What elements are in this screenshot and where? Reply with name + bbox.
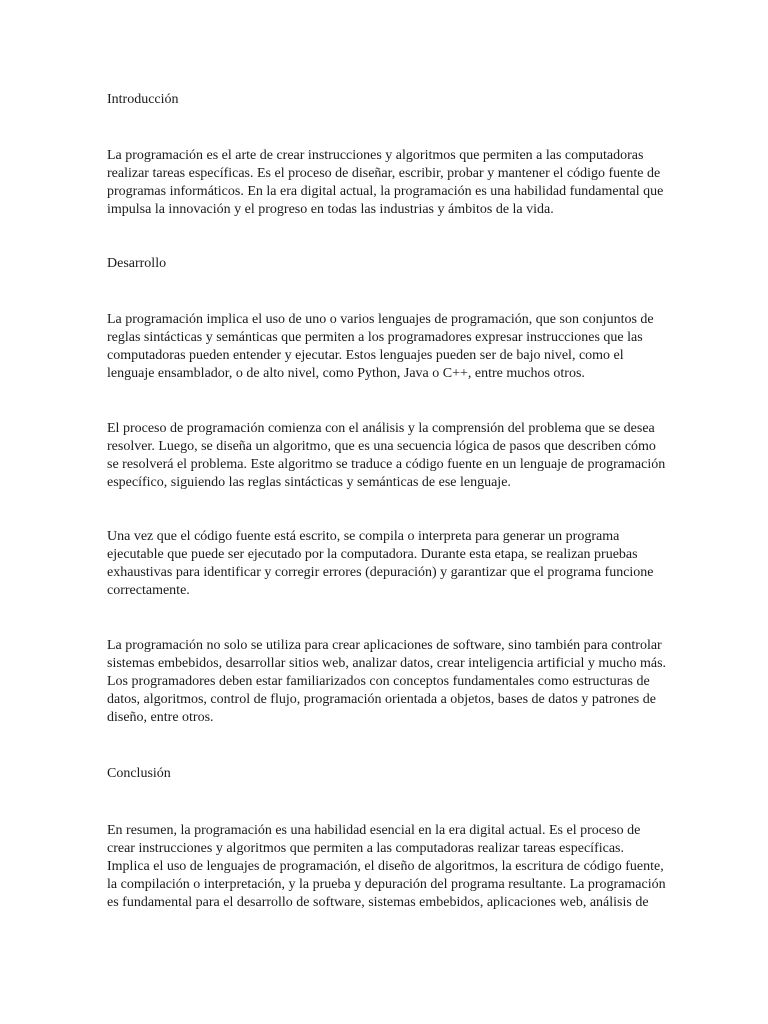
paragraph-desarrollo-1: La programación implica el uso de uno o varios lenguajes de programación, que son conjuntos de reglas sintácticas y semánticas que permiten a los programadores expresar instrucciones que las computadoras pueden entender y ejecutar. Estos lenguajes pueden ser de bajo nivel, como el lenguaje ensamblador, o de alto nivel, como Python, Java o C++, entre muchos otros. [107, 312, 654, 381]
paragraph-introduccion: La programación es el arte de crear instrucciones y algoritmos que permiten a las computadoras realizar tareas específicas. Es el proceso de diseñar, escribir, probar y mantener el código fuente de programas informáticos. En la era digital actual, la programación es una habilidad fundamental que impulsa la innovación y el progreso en todas las industrias y ámbitos de la vida. [107, 148, 664, 217]
paragraph-desarrollo-2: El proceso de programación comienza con el análisis y la comprensión del problema que se desea resolver. Luego, se diseña un algoritmo, que es una secuencia lógica de pasos que describen cómo se resolverá el problema. Este algoritmo se traduce a código fuente en un lenguaje de programación específico, siguiendo las reglas sintácticas y semánticas de ese lenguaje. [107, 421, 666, 490]
paragraph-desarrollo-3: Una vez que el código fuente está escrito, se compila o interpreta para generar un programa ejecutable que puede ser ejecutado por la computadora. Durante esta etapa, se realizan pruebas exhaustivas para identificar y corregir errores (depuración) y garantizar que el programa funcione correctamente. [107, 529, 654, 598]
section-heading-conclusion: Conclusión [107, 766, 171, 781]
section-heading-introduccion: Introducción [107, 92, 179, 107]
paragraph-conclusion: En resumen, la programación es una habilidad esencial en la era digital actual. Es el proceso de crear instrucciones y algoritmos que permiten a las computadoras realizar tareas específicas. Implica el uso de lenguajes de programación, el diseño de algoritmos, la escritura de código fuente, la compilación o interpretación, y la prueba y depuración del programa resultante. La programación es fundamental para el desarrollo de software, sistemas embebidos, aplicaciones web, análisis de [107, 823, 666, 910]
section-heading-desarrollo: Desarrollo [107, 256, 167, 271]
paragraph-desarrollo-4: La programación no solo se utiliza para crear aplicaciones de software, sino también para controlar sistemas embebidos, desarrollar sitios web, analizar datos, crear inteligencia artificial y mucho más. Los programadores deben estar familiarizados con conceptos fundamentales como estructuras de datos, algoritmos, control de flujo, programación orientada a objetos, bases de datos y patrones de diseño, entre otros. [107, 638, 667, 725]
